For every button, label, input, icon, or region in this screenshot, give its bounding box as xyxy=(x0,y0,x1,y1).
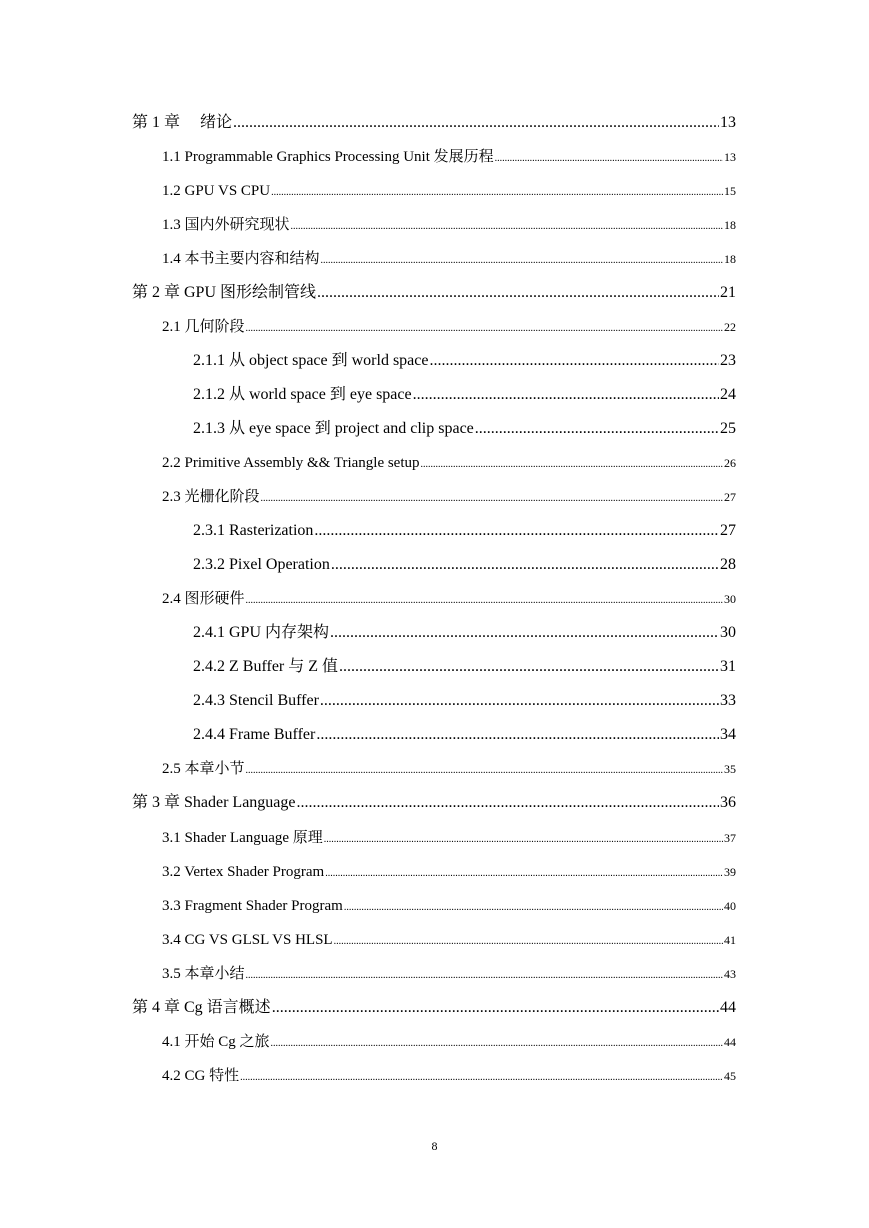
toc-entry[interactable] xyxy=(162,758,736,780)
toc-dot-leader xyxy=(240,1067,723,1089)
toc-dot-leader xyxy=(291,216,723,238)
toc-entry-title: 第 1 章 绪论 xyxy=(132,114,233,131)
toc-dot-leader xyxy=(325,863,723,885)
toc-entry[interactable] xyxy=(162,248,736,270)
toc-dot-leader xyxy=(421,454,723,476)
toc-entry-page: 44 xyxy=(720,999,736,1016)
toc-entry[interactable] xyxy=(132,112,736,134)
toc-entry-title: 4.2 CG 特性 xyxy=(162,1068,240,1084)
toc-entry-page: 13 xyxy=(720,114,736,131)
toc-entry[interactable] xyxy=(193,622,736,644)
toc-entry[interactable] xyxy=(193,656,736,678)
toc-entry-title: 2.2 Primitive Assembly && Triangle setup xyxy=(162,455,420,471)
toc-entry-page: 34 xyxy=(720,726,736,743)
toc-entry-title: 1.4 本书主要内容和结构 xyxy=(162,251,320,267)
toc-entry[interactable] xyxy=(162,895,736,917)
toc-entry-page: 33 xyxy=(720,692,736,709)
toc-entry-title: 2.3.1 Rasterization xyxy=(193,522,314,539)
toc-dot-leader xyxy=(344,897,723,919)
toc-entry-page: 27 xyxy=(720,522,736,539)
toc-entry-page: 13 xyxy=(724,150,736,164)
toc-entry-page: 23 xyxy=(720,352,736,369)
toc-entry-title: 1.1 Programmable Graphics Processing Unit 发展历程 xyxy=(162,149,494,165)
toc-entry[interactable] xyxy=(162,214,736,236)
toc-entry-page: 45 xyxy=(724,1069,736,1083)
toc-entry-title: 2.1.2 从 world space 到 eye space xyxy=(193,386,412,403)
toc-entry-title: 2.5 本章小节 xyxy=(162,761,245,777)
toc-dot-leader xyxy=(261,488,723,510)
toc-dot-leader xyxy=(339,656,719,678)
toc-entry-page: 18 xyxy=(724,252,736,266)
toc-dot-leader xyxy=(321,250,723,272)
toc-entry[interactable] xyxy=(162,452,736,474)
toc-entry[interactable] xyxy=(132,997,736,1019)
toc-dot-leader xyxy=(246,318,723,340)
toc-entry-page: 30 xyxy=(724,592,736,606)
toc-entry-title: 1.2 GPU VS CPU xyxy=(162,183,271,199)
toc-entry-page: 30 xyxy=(720,624,736,641)
toc-dot-leader xyxy=(246,760,723,782)
toc-entry[interactable] xyxy=(193,690,736,712)
toc-entry-title: 4.1 开始 Cg 之旅 xyxy=(162,1034,270,1050)
toc-entry-title: 3.4 CG VS GLSL VS HLSL xyxy=(162,932,333,948)
toc-entry-title: 2.4 图形硬件 xyxy=(162,591,245,607)
toc-entry[interactable] xyxy=(162,486,736,508)
toc-entry-page: 44 xyxy=(724,1035,736,1049)
toc-entry-page: 24 xyxy=(720,386,736,403)
toc-entry-title: 2.3.2 Pixel Operation xyxy=(193,556,330,573)
toc-entry-page: 26 xyxy=(724,456,736,470)
toc-dot-leader xyxy=(233,112,719,134)
toc-entry[interactable] xyxy=(162,929,736,951)
toc-entry[interactable] xyxy=(132,282,736,304)
toc-dot-leader xyxy=(272,997,719,1019)
toc-entry[interactable] xyxy=(162,1031,736,1053)
toc-entry-title: 1.3 国内外研究现状 xyxy=(162,217,290,233)
toc-entry-page: 35 xyxy=(724,762,736,776)
toc-entry-page: 18 xyxy=(724,218,736,232)
toc-entry[interactable] xyxy=(193,384,736,406)
toc-entry-title: 2.4.3 Stencil Buffer xyxy=(193,692,319,709)
toc-entry-page: 25 xyxy=(720,420,736,437)
toc-entry-title: 第 3 章 Shader Language xyxy=(132,794,296,811)
toc-dot-leader xyxy=(334,931,723,953)
toc-entry-title: 2.1.1 从 object space 到 world space xyxy=(193,352,429,369)
toc-entry[interactable] xyxy=(162,827,736,849)
toc-entry[interactable] xyxy=(162,1065,736,1087)
toc-entry[interactable] xyxy=(162,316,736,338)
toc-entry-page: 28 xyxy=(720,556,736,573)
toc-entry-page: 36 xyxy=(720,794,736,811)
toc-entry-title: 2.3 光栅化阶段 xyxy=(162,489,260,505)
toc-entry-page: 27 xyxy=(724,490,736,504)
toc-dot-leader xyxy=(317,282,719,304)
toc-entry[interactable] xyxy=(193,418,736,440)
toc-dot-leader xyxy=(246,590,723,612)
toc-entry[interactable] xyxy=(162,861,736,883)
toc-entry[interactable] xyxy=(162,180,736,202)
toc-entry-page: 43 xyxy=(724,967,736,981)
toc-dot-leader xyxy=(324,829,723,851)
toc-entry-title: 2.4.1 GPU 内存架构 xyxy=(193,624,330,641)
toc-dot-leader xyxy=(271,182,723,204)
page-number: 8 xyxy=(431,1139,438,1153)
toc-dot-leader xyxy=(297,792,719,814)
toc-entry[interactable] xyxy=(132,792,736,814)
toc-entry-page: 39 xyxy=(724,865,736,879)
toc-entry-page: 15 xyxy=(724,184,736,198)
toc-entry[interactable] xyxy=(193,520,736,542)
toc-entry-page: 31 xyxy=(720,658,736,675)
toc-entry[interactable] xyxy=(193,554,736,576)
toc-dot-leader xyxy=(320,690,719,712)
toc-dot-leader xyxy=(246,965,723,987)
toc-entry-page: 40 xyxy=(724,899,736,913)
toc-entry-title: 2.1 几何阶段 xyxy=(162,319,245,335)
toc-entry-page: 21 xyxy=(720,284,736,301)
toc-entry-title: 3.2 Vertex Shader Program xyxy=(162,864,325,880)
toc-dot-leader xyxy=(331,554,719,576)
toc-dot-leader xyxy=(330,622,719,644)
toc-dot-leader xyxy=(495,148,723,170)
toc-entry-title: 3.5 本章小结 xyxy=(162,966,245,982)
toc-dot-leader xyxy=(271,1033,723,1055)
toc-dot-leader xyxy=(314,520,719,542)
toc-entry-title: 第 2 章 GPU 图形绘制管线 xyxy=(132,284,317,301)
toc-entry-title: 2.4.4 Frame Buffer xyxy=(193,726,316,743)
toc-entry-title: 2.4.2 Z Buffer 与 Z 值 xyxy=(193,658,339,675)
toc-entry-title: 3.1 Shader Language 原理 xyxy=(162,830,323,846)
toc-entry-title: 2.1.3 从 eye space 到 project and clip space xyxy=(193,420,474,437)
toc-dot-leader xyxy=(475,418,719,440)
toc-entry-page: 41 xyxy=(724,933,736,947)
toc-entry-title: 第 4 章 Cg 语言概述 xyxy=(132,999,271,1016)
toc-entry-title: 3.3 Fragment Shader Program xyxy=(162,898,343,914)
toc-entry-page: 37 xyxy=(724,831,736,845)
toc-entry[interactable] xyxy=(162,588,736,610)
toc-entry[interactable] xyxy=(193,724,736,746)
toc-entry[interactable] xyxy=(162,963,736,985)
toc-entry-page: 22 xyxy=(724,320,736,334)
toc-dot-leader xyxy=(413,384,719,406)
toc-entry[interactable] xyxy=(193,350,736,372)
toc-dot-leader xyxy=(316,724,719,746)
toc-dot-leader xyxy=(430,350,720,372)
toc-entry[interactable] xyxy=(162,146,736,168)
